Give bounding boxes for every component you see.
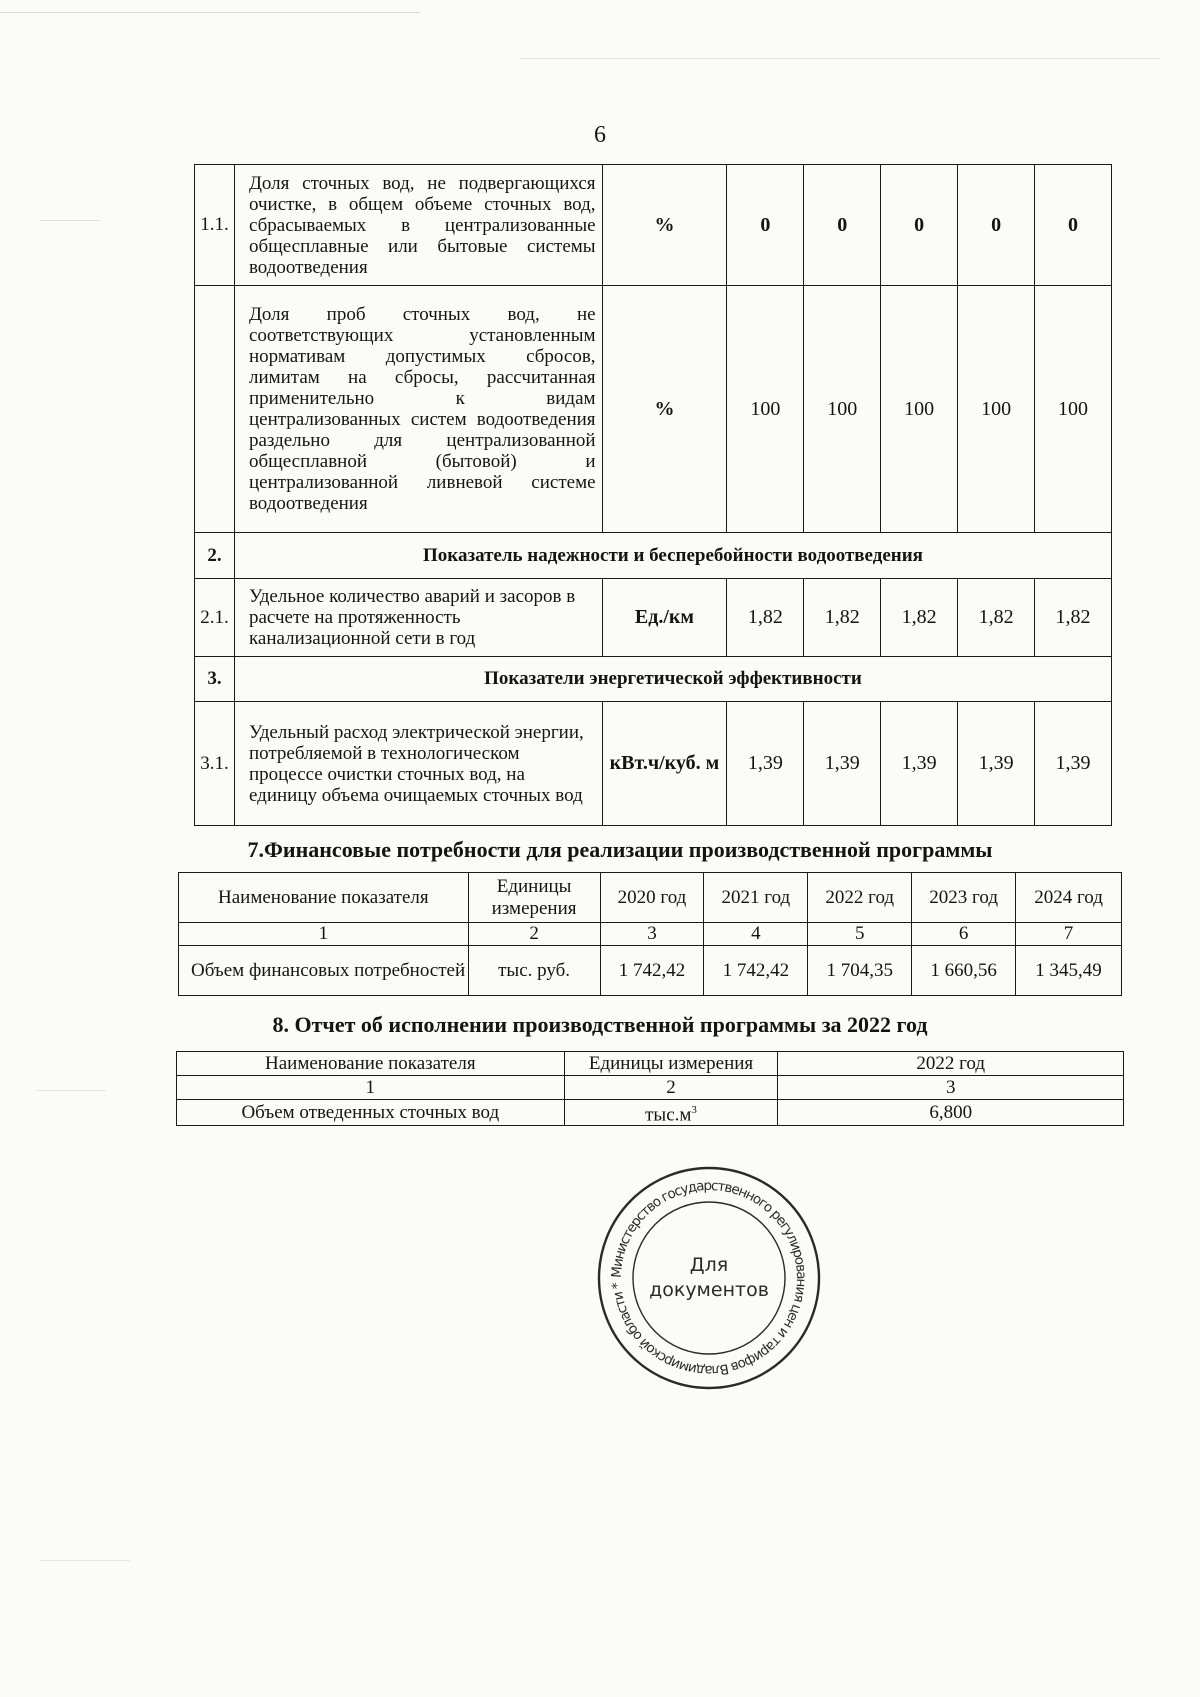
column-number: 3 (600, 923, 704, 946)
indicator-value: 100 (804, 286, 881, 533)
column-header: 2021 год (704, 873, 808, 923)
page-number: 6 (594, 122, 606, 148)
indicator-value: 1,82 (804, 579, 881, 657)
column-number-row (177, 1076, 1124, 1100)
column-number-row (179, 923, 1122, 946)
table-row (195, 286, 1112, 533)
row-value: 1 704,35 (808, 946, 912, 996)
section-number: 2. (195, 533, 235, 579)
row-number: 2.1. (195, 579, 235, 657)
indicator-value: 1,39 (1035, 702, 1112, 826)
section-row (195, 657, 1112, 702)
column-number: 3 (778, 1076, 1124, 1100)
indicator-value: 1,39 (804, 702, 881, 826)
indicator-description: Доля сточных вод, не подвергающихся очистке, в общем объеме сточных вод, сбрасываемых в централизованные общесплавные или бытовые системы водоотведения (234, 165, 602, 286)
unit-text: тыс.м (645, 1104, 692, 1126)
row-value: 6,800 (778, 1100, 1124, 1126)
row-value: 1 345,49 (1016, 946, 1122, 996)
column-header: 2022 год (778, 1052, 1124, 1076)
table-row (195, 702, 1112, 826)
indicator-description: Удельное количество аварий и засоров в расчете на протяженность канализационной сети в год (234, 579, 602, 657)
unit-superscript: 3 (691, 1104, 697, 1116)
indicator-value: 1,39 (958, 702, 1035, 826)
row-unit: тыс. руб. (468, 946, 600, 996)
column-number: 2 (564, 1076, 778, 1100)
section-number: 3. (195, 657, 235, 702)
table-row (195, 579, 1112, 657)
row-number: 3.1. (195, 702, 235, 826)
table-row (177, 1100, 1124, 1126)
column-header: Единицы измерения (468, 873, 600, 923)
row-name: Объем финансовых потребностей (179, 946, 469, 996)
header-row (177, 1052, 1124, 1076)
table-row (179, 946, 1122, 996)
indicator-unit: % (602, 286, 727, 533)
row-unit (564, 1100, 778, 1126)
section-title: Показатель надежности и бесперебойности водоотведения (234, 533, 1111, 579)
row-value: 1 660,56 (912, 946, 1016, 996)
scan-noise (0, 12, 420, 13)
stamp-outer-ring (599, 1168, 819, 1388)
report-table (176, 1051, 1124, 1126)
stamp-center-line-1: Для (689, 1254, 729, 1276)
row-value: 1 742,42 (600, 946, 704, 996)
indicator-value: 100 (1035, 286, 1112, 533)
indicator-unit: кВт.ч/куб. м (602, 702, 727, 826)
stamp-ring-text: Министерство государственного регулирования цен и тарифов Владимирской области * (608, 1177, 810, 1379)
indicator-unit: % (602, 165, 727, 286)
indicator-value: 1,82 (727, 579, 804, 657)
scan-noise (40, 220, 100, 221)
stamp-center-line-2: документов (649, 1279, 769, 1301)
column-number: 1 (177, 1076, 565, 1100)
section-row (195, 533, 1112, 579)
row-number (195, 286, 235, 533)
column-header: 2020 год (600, 873, 704, 923)
indicator-value: 1,82 (1035, 579, 1112, 657)
indicator-value: 0 (958, 165, 1035, 286)
column-header: Единицы измерения (564, 1052, 778, 1076)
table-row (195, 165, 1112, 286)
section-title: Показатели энергетической эффективности (234, 657, 1111, 702)
column-number: 5 (808, 923, 912, 946)
indicator-value: 0 (881, 165, 958, 286)
indicator-value: 100 (727, 286, 804, 533)
column-number: 1 (179, 923, 469, 946)
scan-noise (40, 1560, 130, 1561)
section-7-heading: 7.Финансовые потребности для реализации производственной программы (247, 837, 993, 862)
indicator-description: Удельный расход электрической энергии, потребляемой в технологическом процессе очистки сточных вод, на единицу объема очищаемых сточных вод (234, 702, 602, 826)
indicator-value: 0 (727, 165, 804, 286)
section-8-heading: 8. Отчет об исполнении производственной программы за 2022 год (272, 1012, 928, 1037)
indicator-value: 0 (1035, 165, 1112, 286)
indicator-unit: Ед./км (602, 579, 727, 657)
column-header: 2022 год (808, 873, 912, 923)
official-stamp (596, 1165, 822, 1391)
column-header: 2024 год (1016, 873, 1122, 923)
indicator-value: 1,39 (727, 702, 804, 826)
indicator-description: Доля проб сточных вод, не соответствующих установленным нормативам допустимых сбросов, лимитам на сбросы, рассчитанная применительно к видам централизованных систем водоотведения раздельно для централизованной общесплавной (бытовой) и централизованной ливневой системе водоотведения (234, 286, 602, 533)
column-number: 2 (468, 923, 600, 946)
column-header: Наименование показателя (177, 1052, 565, 1076)
column-number: 6 (912, 923, 1016, 946)
indicators-table (194, 164, 1112, 826)
column-header: 2023 год (912, 873, 1016, 923)
row-value: 1 742,42 (704, 946, 808, 996)
column-number: 4 (704, 923, 808, 946)
scan-noise (36, 1090, 106, 1091)
column-header: Наименование показателя (179, 873, 469, 923)
indicator-value: 100 (958, 286, 1035, 533)
finance-table (178, 872, 1122, 996)
scan-noise (520, 58, 1160, 59)
indicator-value: 0 (804, 165, 881, 286)
indicator-value: 1,82 (881, 579, 958, 657)
row-number: 1.1. (195, 165, 235, 286)
indicator-value: 1,82 (958, 579, 1035, 657)
stamp-inner-ring (633, 1202, 785, 1354)
row-name: Объем отведенных сточных вод (177, 1100, 565, 1126)
indicator-value: 1,39 (881, 702, 958, 826)
indicator-value: 100 (881, 286, 958, 533)
header-row (179, 873, 1122, 923)
column-number: 7 (1016, 923, 1122, 946)
